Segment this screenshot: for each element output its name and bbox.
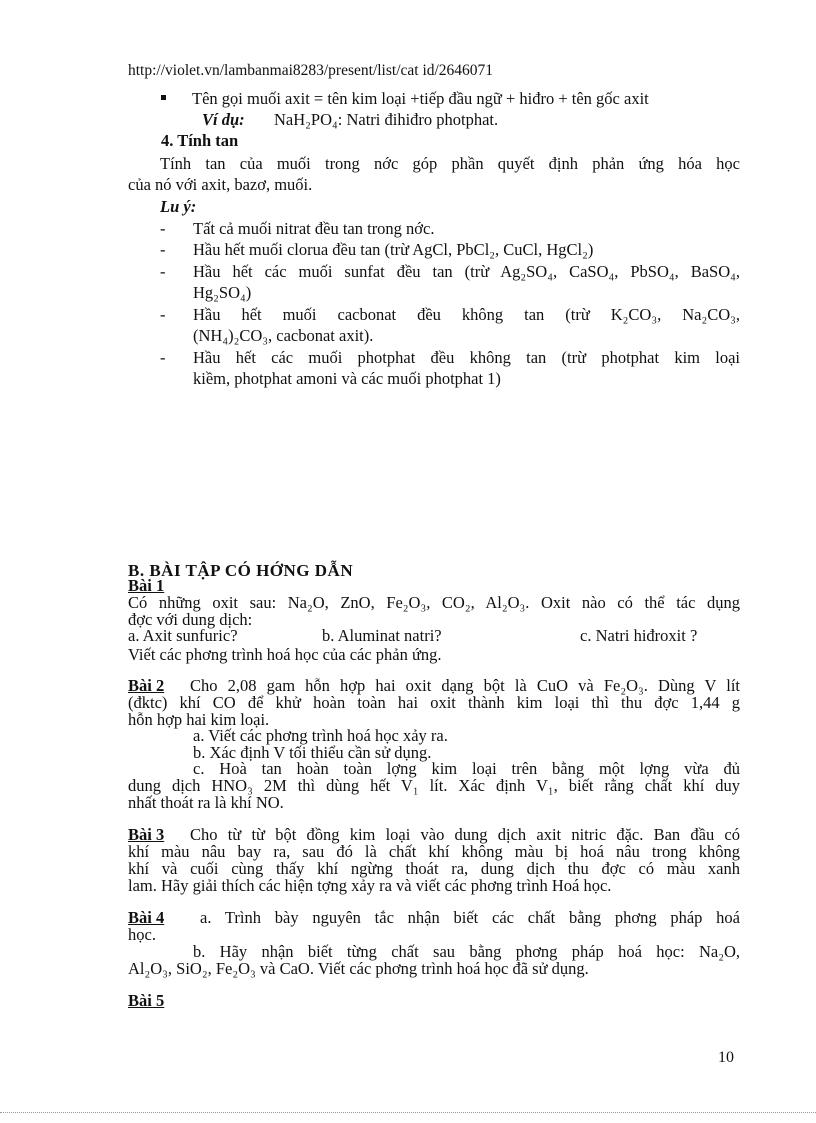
bai1-line-4: Viết các phơng trình hoá học của các phản ứng. — [128, 645, 442, 664]
source-url: http://violet.vn/lambanmai8283/present/list/cat id/2646071 — [128, 62, 494, 79]
bai2-item-c-1: c. Hoà tan hoàn toàn lợng kim loại trên bằng một lợng vừa đủ — [193, 759, 740, 778]
dash-bullet-icon: - — [160, 240, 166, 259]
bai3-line-4: lam. Hãy giải thích các hiện tợng xảy ra và viết các phơng trình Hoá học. — [128, 876, 612, 895]
bai2-line-2: (đktc) khí CO để khử hoàn toàn hai oxit thành kim loại thì thu đợc 1,44 g — [128, 693, 740, 712]
page-number: 10 — [718, 1049, 734, 1066]
dash-bullet-icon: - — [160, 219, 166, 238]
bai2-line-3: hỗn hợp hai kim loại. — [128, 710, 270, 729]
bai1-label: Bài 1 — [128, 576, 165, 595]
bai4-item-a-1: a. Trình bày nguyên tắc nhận biết các chất bằng phơng pháp hoá — [200, 908, 740, 927]
bai1-line-2: đợc với dung dịch: — [128, 610, 253, 629]
note-item: Hầu hết muối clorua đều tan (trừ AgCl, PbCl₂, CuCl, HgCl₂) — [193, 240, 594, 259]
bai1-option-a: a. Axit sunfuric? — [128, 626, 238, 645]
note-item-cont: kiềm, photphat amoni và các muối photphat 1) — [193, 369, 501, 388]
bai3-line-1: Cho từ từ bột đồng kim loại vào dung dịch axit nitric đặc. Ban đầu có — [190, 825, 740, 844]
solubility-line-2: của nó với axit, bazơ, muối. — [128, 175, 313, 194]
solubility-line-1: Tính tan của muối trong nớc góp phần quyết định phản ứng hóa học — [160, 154, 740, 173]
page-bottom-divider — [0, 1112, 816, 1113]
bai2-item-a: a. Viết các phơng trình hoá học xảy ra. — [193, 726, 448, 745]
note-item-cont: (NH₄)₂CO₃, cacbonat axit). — [193, 326, 374, 345]
bai1-line-1: Có những oxit sau: Na₂O, ZnO, Fe₂O₃, CO₂, Al₂O₃. Oxit nào có thể tác dụng — [128, 593, 740, 612]
bai5-label: Bài 5 — [128, 991, 165, 1010]
square-bullet-icon — [161, 95, 166, 100]
solubility-heading: 4. Tính tan — [161, 131, 239, 150]
bai2-label: Bài 2 — [128, 676, 165, 695]
note-item: Hầu hết các muối photphat đều không tan (trừ photphat kim loại — [193, 348, 740, 367]
example-text: NaH₂PO₄: Natri đihiđro photphat. — [274, 110, 499, 129]
bai2-item-c-3: nhất thoát ra là khí NO. — [128, 793, 284, 812]
section-b-heading: B. BÀI TẬP CÓ HỚNG DẪN — [128, 561, 354, 580]
bai3-line-3: khí và cuối cùng thấy khí ngừng thoát ra, dung dịch thu đợc có màu xanh — [128, 859, 740, 878]
dash-bullet-icon: - — [160, 262, 166, 281]
bai4-item-a-2: học. — [128, 925, 156, 944]
note-item: Tất cả muối nitrat đều tan trong nớc. — [193, 219, 435, 238]
bai2-line-1: Cho 2,08 gam hỗn hợp hai oxit dạng bột là CuO và Fe₂O₃. Dùng V lít — [190, 676, 740, 695]
note-item-cont: Hg₂SO₄) — [193, 283, 252, 302]
dash-bullet-icon: - — [160, 348, 166, 367]
bai4-item-b-1: b. Hãy nhận biết từng chất sau bằng phơng pháp hoá học: Na₂O, — [193, 942, 740, 961]
bai2-item-b: b. Xác định V tối thiểu cần sử dụng. — [193, 743, 432, 762]
bai2-item-c-2: dung dịch HNO₃ 2M thì dùng hết V₁ lít. Xác định V₁, biết rằng chất khí duy — [128, 776, 740, 795]
example-label: Ví dụ: — [202, 110, 245, 129]
bai3-line-2: khí màu nâu bay ra, sau đó là chất khí không màu bị hoá nâu trong không — [128, 842, 740, 861]
naming-rule: Tên gọi muối axit = tên kim loại +tiếp đầu ngữ + hiđro + tên gốc axit — [192, 89, 649, 108]
note-item: Hầu hết các muối sunfat đều tan (trừ Ag₂SO₄, CaSO₄, PbSO₄, BaSO₄, — [193, 262, 740, 281]
note-item: Hầu hết muối cacbonat đều không tan (trừ K₂CO₃, Na₂CO₃, — [193, 305, 740, 324]
bai3-label: Bài 3 — [128, 825, 165, 844]
bai4-label: Bài 4 — [128, 908, 165, 927]
bai1-option-c: c. Natri hiđroxit ? — [580, 626, 698, 645]
bai1-option-b: b. Aluminat natri? — [322, 626, 442, 645]
dash-bullet-icon: - — [160, 305, 166, 324]
bai4-item-b-2: Al₂O₃, SiO₂, Fe₂O₃ và CaO. Viết các phơng trình hoá học đã sử dụng. — [128, 959, 589, 978]
note-label: Lu ý: — [160, 197, 197, 216]
